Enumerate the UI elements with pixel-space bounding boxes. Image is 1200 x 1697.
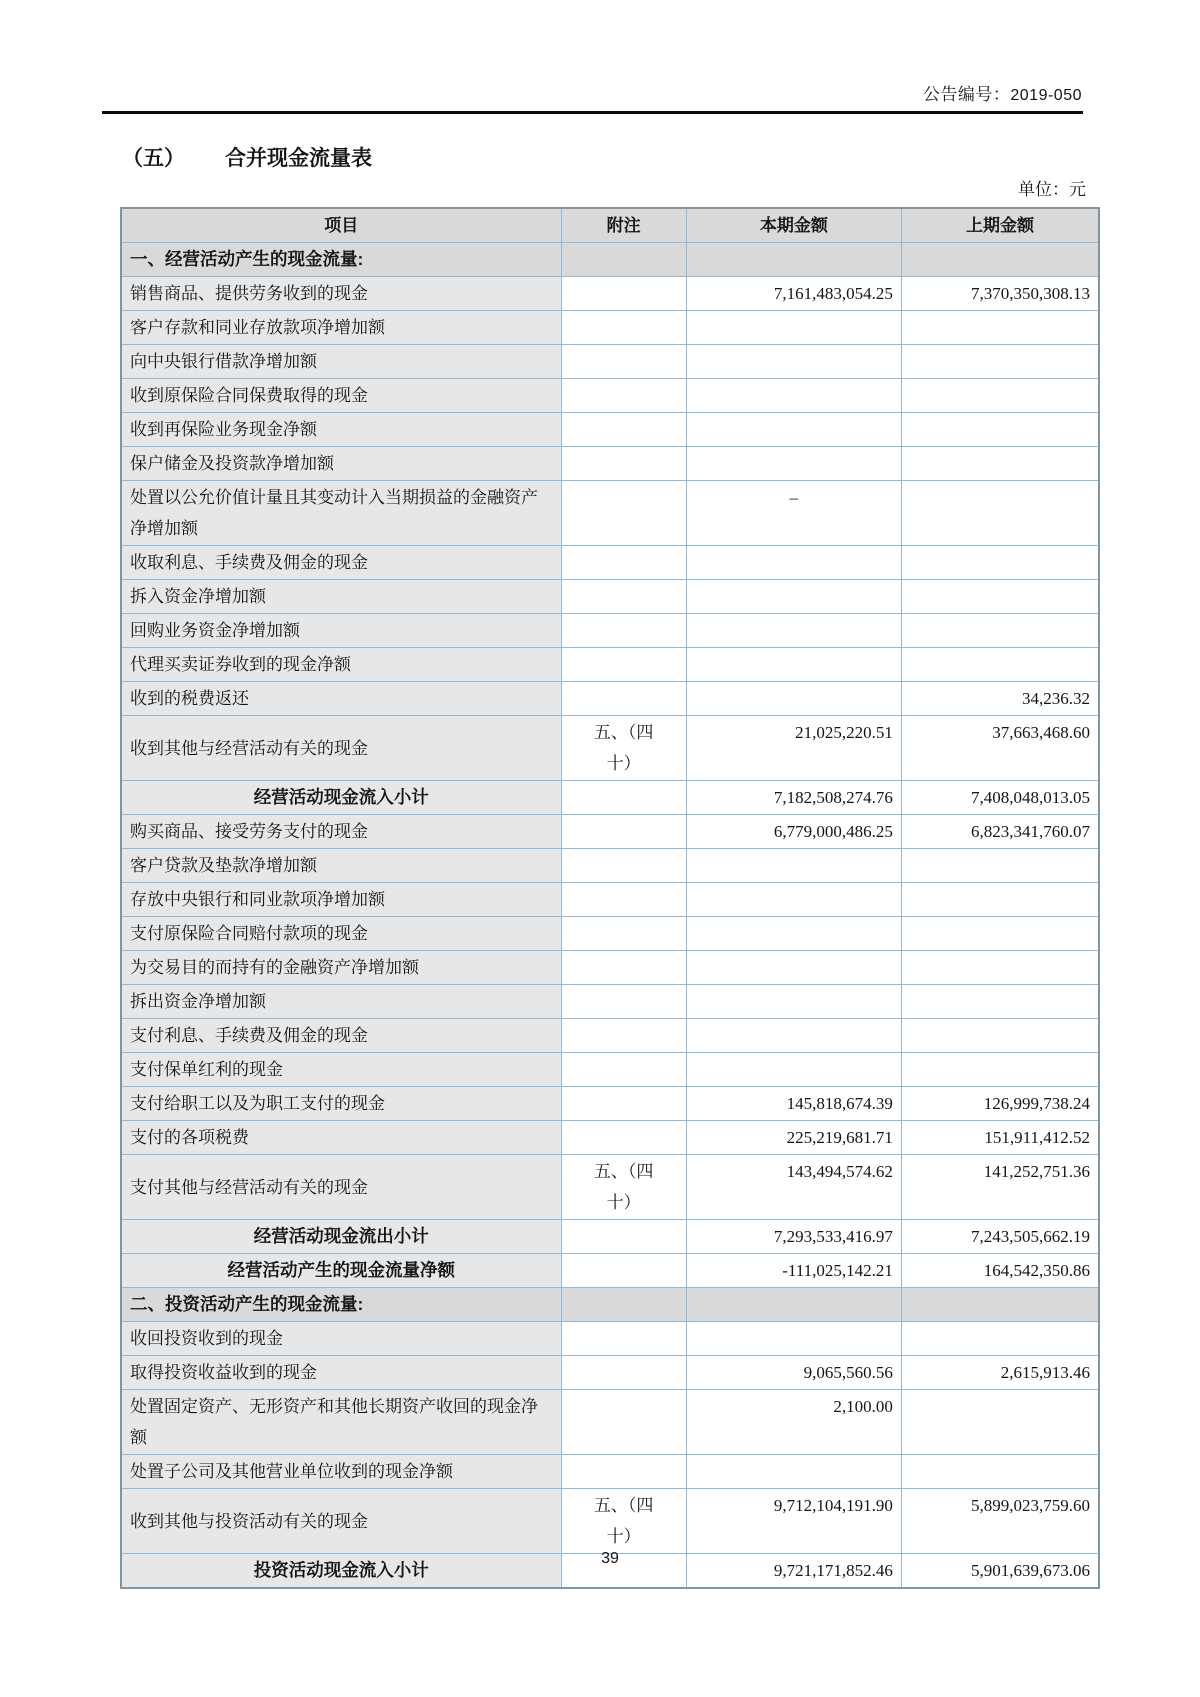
prior-amount-cell: 37,663,468.60 <box>901 716 1099 781</box>
prior-amount-cell <box>901 951 1099 985</box>
table-row <box>121 815 1099 849</box>
current-amount-cell <box>686 1053 901 1087</box>
prior-amount-cell: 34,236.32 <box>901 682 1099 716</box>
note-text: 五、（四十） <box>593 1162 654 1212</box>
item-cell: 支付的各项税费 <box>121 1121 561 1155</box>
note-cell <box>561 1121 686 1155</box>
note-text: 五、（四十） <box>593 1496 654 1546</box>
note-cell <box>561 1489 686 1554</box>
prior-amount-cell: 141,252,751.36 <box>901 1155 1099 1220</box>
item-cell: 收取利息、手续费及佣金的现金 <box>121 546 561 580</box>
prior-amount-cell: 164,542,350.86 <box>901 1254 1099 1288</box>
note-cell <box>561 781 686 815</box>
table-row <box>121 1121 1099 1155</box>
prior-amount-cell <box>901 1288 1099 1322</box>
table-row <box>121 345 1099 379</box>
current-amount-cell <box>686 546 901 580</box>
prior-amount-cell: 151,911,412.52 <box>901 1121 1099 1155</box>
table-row <box>121 1087 1099 1121</box>
current-amount-cell <box>686 447 901 481</box>
page-number: 39 <box>601 1550 619 1567</box>
note-cell <box>561 580 686 614</box>
current-amount-cell <box>686 682 901 716</box>
table-row <box>121 413 1099 447</box>
current-amount-cell: -111,025,142.21 <box>686 1254 901 1288</box>
prior-amount-cell <box>901 481 1099 546</box>
doc-number-label: 公告编号： <box>922 85 1011 104</box>
note-cell <box>561 311 686 345</box>
current-amount-cell <box>686 379 901 413</box>
item-cell: 二、投资活动产生的现金流量: <box>121 1288 561 1322</box>
item-cell: 支付给职工以及为职工支付的现金 <box>121 1087 561 1121</box>
table-row <box>121 1322 1099 1356</box>
current-amount-cell <box>686 1322 901 1356</box>
column-header-note: 附注 <box>561 208 686 243</box>
prior-amount-cell <box>901 447 1099 481</box>
current-amount-cell: 21,025,220.51 <box>686 716 901 781</box>
table-row <box>121 682 1099 716</box>
item-cell: 收到的税费返还 <box>121 682 561 716</box>
table-row <box>121 546 1099 580</box>
note-cell <box>561 1455 686 1489</box>
prior-amount-cell <box>901 1053 1099 1087</box>
item-cell: 处置以公允价值计量且其变动计入当期损益的金融资产净增加额 <box>121 481 561 546</box>
note-cell <box>561 716 686 781</box>
current-amount-cell: 143,494,574.62 <box>686 1155 901 1220</box>
note-cell <box>561 1220 686 1254</box>
note-cell <box>561 1254 686 1288</box>
current-amount-cell <box>686 243 901 277</box>
prior-amount-cell <box>901 580 1099 614</box>
item-cell: 收到原保险合同保费取得的现金 <box>121 379 561 413</box>
subtotal-row <box>121 1220 1099 1254</box>
item-cell: 收到其他与经营活动有关的现金 <box>121 716 561 781</box>
note-cell <box>561 1019 686 1053</box>
section-row <box>121 1288 1099 1322</box>
item-cell: 客户贷款及垫款净增加额 <box>121 849 561 883</box>
doc-header <box>100 80 1082 105</box>
note-cell <box>561 1288 686 1322</box>
item-cell: 处置固定资产、无形资产和其他长期资产收回的现金净额 <box>121 1390 561 1455</box>
note-cell <box>561 1322 686 1356</box>
cash-flow-table <box>120 207 1100 1589</box>
prior-amount-cell: 2,615,913.46 <box>901 1356 1099 1390</box>
note-cell <box>561 682 686 716</box>
subtotal-row <box>121 781 1099 815</box>
table-row <box>121 580 1099 614</box>
item-cell: 销售商品、提供劳务收到的现金 <box>121 277 561 311</box>
table-row <box>121 311 1099 345</box>
item-cell: 收回投资收到的现金 <box>121 1322 561 1356</box>
item-cell: 投资活动现金流入小计 <box>121 1554 561 1589</box>
current-amount-cell: 9,721,171,852.46 <box>686 1554 901 1589</box>
doc-number: 2019-050 <box>1010 87 1082 104</box>
prior-amount-cell <box>901 345 1099 379</box>
note-cell <box>561 447 686 481</box>
note-cell <box>561 277 686 311</box>
note-cell <box>561 1053 686 1087</box>
prior-amount-cell <box>901 311 1099 345</box>
note-cell <box>561 1087 686 1121</box>
prior-amount-cell <box>901 243 1099 277</box>
current-amount-cell <box>686 413 901 447</box>
table-row <box>121 951 1099 985</box>
current-amount-cell <box>686 1288 901 1322</box>
prior-amount-cell <box>901 849 1099 883</box>
current-amount-cell: 2,100.00 <box>686 1390 901 1455</box>
table-body <box>121 243 1099 1589</box>
note-cell <box>561 1356 686 1390</box>
current-amount-cell <box>686 951 901 985</box>
note-cell <box>561 413 686 447</box>
current-amount-cell: 7,182,508,274.76 <box>686 781 901 815</box>
section-row <box>121 243 1099 277</box>
prior-amount-cell <box>901 985 1099 1019</box>
table-row <box>121 849 1099 883</box>
table-row <box>121 1356 1099 1390</box>
note-cell <box>561 345 686 379</box>
table-row <box>121 1455 1099 1489</box>
current-amount-cell <box>686 917 901 951</box>
table-row <box>121 648 1099 682</box>
table-row <box>121 481 1099 546</box>
current-amount-cell <box>686 985 901 1019</box>
item-cell: 支付利息、手续费及佣金的现金 <box>121 1019 561 1053</box>
prior-amount-cell <box>901 1455 1099 1489</box>
prior-amount-cell: 7,243,505,662.19 <box>901 1220 1099 1254</box>
prior-amount-cell: 7,408,048,013.05 <box>901 781 1099 815</box>
table-header <box>121 208 1099 243</box>
item-cell: 代理买卖证券收到的现金净额 <box>121 648 561 682</box>
current-amount-cell <box>686 614 901 648</box>
current-amount-cell <box>686 1455 901 1489</box>
prior-amount-cell: 6,823,341,760.07 <box>901 815 1099 849</box>
item-cell: 存放中央银行和同业款项净增加额 <box>121 883 561 917</box>
item-cell: 收到再保险业务现金净额 <box>121 413 561 447</box>
item-cell: 支付原保险合同赔付款项的现金 <box>121 917 561 951</box>
current-amount-cell: 9,065,560.56 <box>686 1356 901 1390</box>
prior-amount-cell <box>901 546 1099 580</box>
item-cell: 回购业务资金净增加额 <box>121 614 561 648</box>
item-cell: 拆出资金净增加额 <box>121 985 561 1019</box>
note-text: 五、（四十） <box>593 723 654 773</box>
current-amount-cell <box>686 345 901 379</box>
current-amount-cell <box>686 883 901 917</box>
table-row <box>121 379 1099 413</box>
note-cell <box>561 1155 686 1220</box>
item-cell: 拆入资金净增加额 <box>121 580 561 614</box>
prior-amount-cell <box>901 1019 1099 1053</box>
current-amount-cell: 9,712,104,191.90 <box>686 1489 901 1554</box>
item-cell: 购买商品、接受劳务支付的现金 <box>121 815 561 849</box>
note-cell <box>561 985 686 1019</box>
page-title-prefix: （五） <box>122 146 185 170</box>
table-row <box>121 1390 1099 1455</box>
note-cell <box>561 883 686 917</box>
table-row <box>121 277 1099 311</box>
item-cell: 支付其他与经营活动有关的现金 <box>121 1155 561 1220</box>
current-amount-cell: 225,219,681.71 <box>686 1121 901 1155</box>
header-rule <box>102 111 1083 114</box>
current-amount-cell: 145,818,674.39 <box>686 1087 901 1121</box>
prior-amount-cell: 7,370,350,308.13 <box>901 277 1099 311</box>
column-header-prior-amount: 上期金额 <box>901 208 1099 243</box>
item-cell: 收到其他与投资活动有关的现金 <box>121 1489 561 1554</box>
note-cell <box>561 614 686 648</box>
current-amount-cell <box>686 311 901 345</box>
table-row <box>121 1053 1099 1087</box>
item-cell: 为交易目的而持有的金融资产净增加额 <box>121 951 561 985</box>
item-cell: 处置子公司及其他营业单位收到的现金净额 <box>121 1455 561 1489</box>
prior-amount-cell <box>901 1390 1099 1455</box>
prior-amount-cell <box>901 1322 1099 1356</box>
table-row <box>121 883 1099 917</box>
note-cell <box>561 849 686 883</box>
prior-amount-cell <box>901 614 1099 648</box>
table-row <box>121 1489 1099 1554</box>
table-row <box>121 614 1099 648</box>
current-amount-cell: – <box>686 481 901 546</box>
item-cell: 保户储金及投资款净增加额 <box>121 447 561 481</box>
item-cell: 支付保单红利的现金 <box>121 1053 561 1087</box>
prior-amount-cell <box>901 883 1099 917</box>
current-amount-cell <box>686 849 901 883</box>
current-amount-cell <box>686 1019 901 1053</box>
table-row <box>121 985 1099 1019</box>
prior-amount-cell: 5,899,023,759.60 <box>901 1489 1099 1554</box>
unit-label: 单位：元 <box>1018 180 1086 199</box>
item-cell: 经营活动现金流出小计 <box>121 1220 561 1254</box>
current-amount-cell <box>686 580 901 614</box>
note-cell <box>561 546 686 580</box>
page-title <box>122 142 372 172</box>
page-title-text: 合并现金流量表 <box>225 146 372 170</box>
note-cell <box>561 815 686 849</box>
table-row <box>121 716 1099 781</box>
prior-amount-cell <box>901 379 1099 413</box>
prior-amount-cell <box>901 648 1099 682</box>
note-cell <box>561 481 686 546</box>
table-row <box>121 917 1099 951</box>
item-cell: 客户存款和同业存放款项净增加额 <box>121 311 561 345</box>
subtotal-row <box>121 1254 1099 1288</box>
table-row <box>121 1019 1099 1053</box>
table-row <box>121 447 1099 481</box>
prior-amount-cell <box>901 413 1099 447</box>
table-row <box>121 1155 1099 1220</box>
item-cell: 经营活动现金流入小计 <box>121 781 561 815</box>
current-amount-cell: 7,293,533,416.97 <box>686 1220 901 1254</box>
column-header-item: 项目 <box>121 208 561 243</box>
note-cell <box>561 1390 686 1455</box>
item-cell: 经营活动产生的现金流量净额 <box>121 1254 561 1288</box>
note-cell <box>561 951 686 985</box>
note-cell <box>561 917 686 951</box>
current-amount-cell: 6,779,000,486.25 <box>686 815 901 849</box>
note-cell <box>561 243 686 277</box>
column-header-current-amount: 本期金额 <box>686 208 901 243</box>
prior-amount-cell: 126,999,738.24 <box>901 1087 1099 1121</box>
prior-amount-cell: 5,901,639,673.06 <box>901 1554 1099 1589</box>
note-cell <box>561 648 686 682</box>
item-cell: 向中央银行借款净增加额 <box>121 345 561 379</box>
item-cell: 取得投资收益收到的现金 <box>121 1356 561 1390</box>
prior-amount-cell <box>901 917 1099 951</box>
header-row <box>121 208 1099 243</box>
note-cell <box>561 379 686 413</box>
current-amount-cell <box>686 648 901 682</box>
current-amount-cell: 7,161,483,054.25 <box>686 277 901 311</box>
item-cell: 一、经营活动产生的现金流量: <box>121 243 561 277</box>
